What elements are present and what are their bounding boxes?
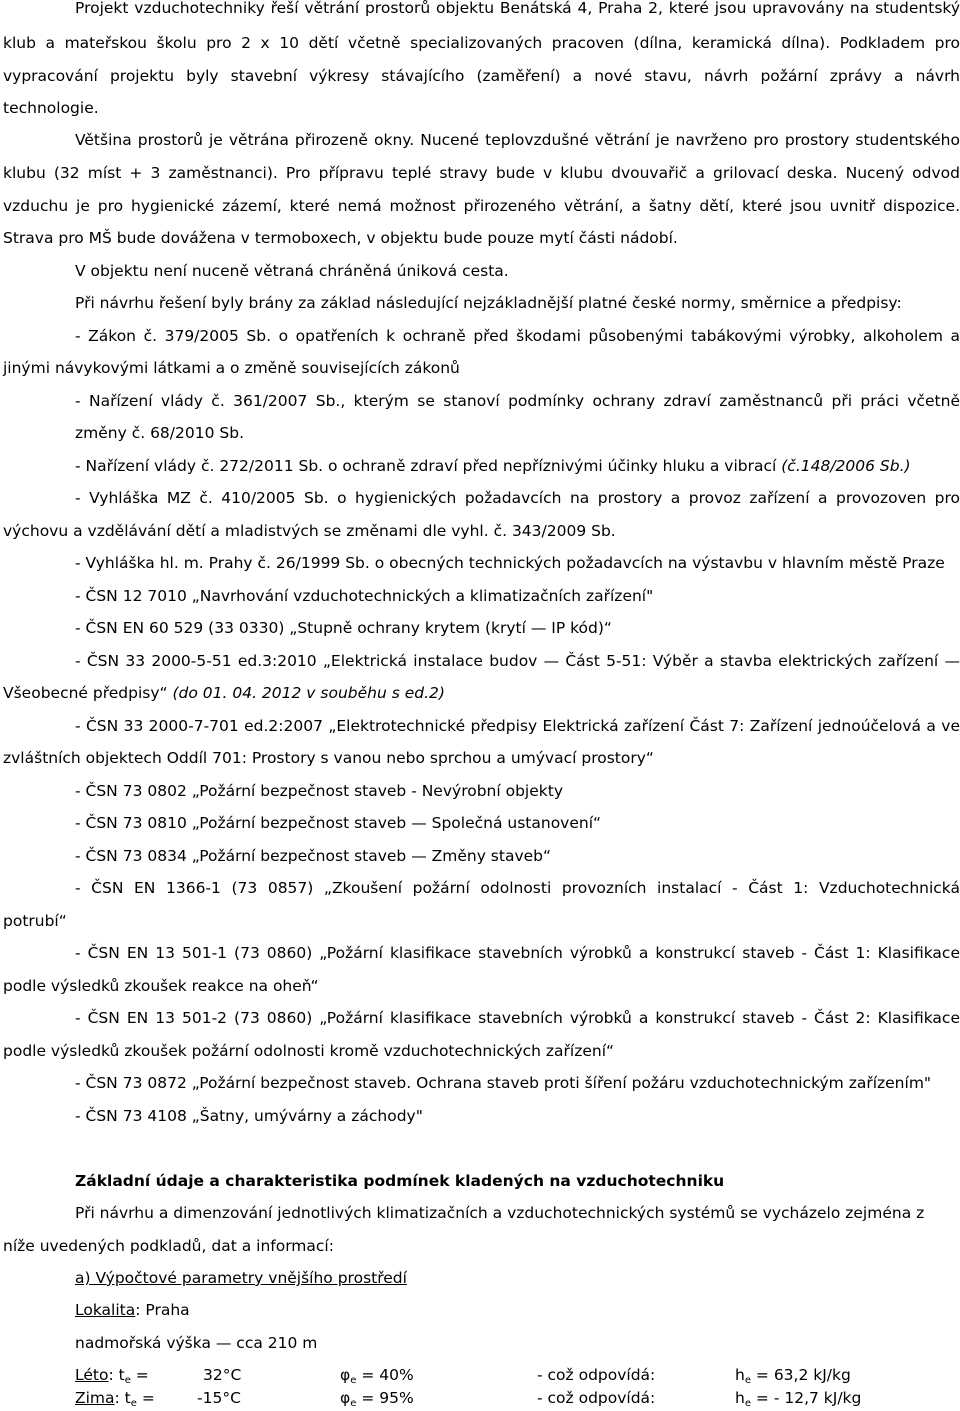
norm-3 (75, 456, 960, 476)
norm-8-italic: (do 01. 04. 2012 v souběhu s ed.2) (172, 684, 445, 702)
norm-8-line-2 (3, 683, 960, 703)
norm-1-line-2: jinými návykovými látkami a o změně souvisejících zákonů (3, 359, 460, 377)
section-heading: Základní údaje a charakteristika podmínek kladených na vzduchotechniku (75, 1172, 725, 1190)
norm-10: - ČSN 73 0802 „Požární bezpečnost staveb - Nevýrobní objekty (75, 782, 563, 800)
norm-3-text: - Nařízení vlády č. 272/2011 Sb. o ochraně zdraví před nepříznivými účinky hluku a vibrací (75, 457, 782, 475)
location-line (75, 1300, 960, 1320)
h-symbol: h (735, 1366, 745, 1384)
temp-subscript: e (130, 1398, 137, 1409)
temp-symbol: : t (114, 1389, 131, 1407)
phi-subscript: e (350, 1375, 357, 1386)
humidity-value: = 95% (356, 1389, 414, 1407)
norm-11: - ČSN 73 0810 „Požární bezpečnost staveb — Společná ustanovení“ (75, 814, 602, 832)
location-label: Lokalita (75, 1301, 136, 1319)
temp-winter: -15°C (197, 1389, 241, 1407)
equals: = (130, 1366, 149, 1384)
norm-1-line-1: - Zákon č. 379/2005 Sb. o opatřeních k ochraně před škodami působenými tabákovými výrobky, alkoholem a (75, 327, 960, 345)
intro-line-4: technologie. (3, 99, 99, 117)
enthalpy-summer (735, 1365, 851, 1385)
ventilation-line-3: vzduchu je pro hygienické zázemí, které nemá možnost přirozeného větrání, a šatny dětí, které jsou uvnitř dispozice. (3, 197, 960, 215)
norm-3-italic: (č.148/2006 Sb.) (781, 457, 911, 475)
season-label: Zima (75, 1389, 115, 1407)
norm-5: - Vyhláška hl. m. Prahy č. 26/1999 Sb. o obecných technických požadavcích na výstavbu v hlavním městě Praze (75, 554, 945, 572)
temp-summer: 32°C (203, 1366, 242, 1384)
intro-line-2: klub a mateřskou školu pro 2 x 10 dětí včetně specializovaných pracoven (dílna, keramická dílna). Podkladem pro (3, 34, 960, 52)
norm-8-line-1: - ČSN 33 2000-5-51 ed.3:2010 „Elektrická instalace budov — Část 5-51: Výběr a stavba elektrických zařízení — (75, 652, 960, 670)
norm-16: - ČSN 73 0872 „Požární bezpečnost staveb. Ochrana staveb proti šíření požáru vzduchotechnickým zařízením" (75, 1074, 932, 1092)
corresponds-summer: - což odpovídá: (537, 1366, 656, 1384)
ventilation-line-6: Při návrhu řešení byly brány za základ následující nejzákladnější platné české normy, směrnice a předpisy: (75, 294, 902, 312)
location-value: : Praha (135, 1301, 190, 1319)
enthalpy-value: = - 12,7 kJ/kg (750, 1389, 862, 1407)
norm-13-line-2: potrubí“ (3, 912, 67, 930)
ventilation-line-4: Strava pro MŠ bude dovážena v termoboxech, v objektu bude pouze mytí části nádobí. (3, 229, 678, 247)
season-label: Léto (75, 1366, 109, 1384)
norm-2-line-2: změny č. 68/2010 Sb. (75, 424, 244, 442)
phi-symbol: φ (340, 1389, 351, 1407)
norm-4-line-2: výchovu a vzdělávání dětí a mladistvých se změnami dle vyhl. č. 343/2009 Sb. (3, 522, 616, 540)
humidity-value: = 40% (356, 1366, 414, 1384)
basics-line-1: Při návrhu a dimenzování jednotlivých klimatizačních a vzduchotechnických systémů se vycházelo zejména z (75, 1204, 925, 1222)
h-subscript: e (744, 1398, 751, 1409)
enthalpy-winter (735, 1388, 861, 1408)
humidity-summer (340, 1365, 414, 1385)
ventilation-line-2: klubu (32 míst + 3 zaměstnanci). Pro přípravu teplé stravy bude v klubu dvouvařič a grilovací deska. Nucený odvod (3, 164, 960, 182)
enthalpy-value: = 63,2 kJ/kg (750, 1366, 851, 1384)
norm-17: - ČSN 73 4108 „Šatny, umývárny a záchody" (75, 1107, 423, 1125)
phi-symbol: φ (340, 1366, 351, 1384)
norm-14-line-2: podle výsledků zkoušek reakce na oheň“ (3, 977, 319, 995)
norm-9-line-1: - ČSN 33 2000-7-701 ed.2:2007 „Elektrotechnické předpisy Elektrická zařízení Část 7: Zařízení jednoúčelová a ve (75, 717, 960, 735)
intro-line-1: Projekt vzduchotechniky řeší větrání prostorů objektu Benátská 4, Praha 2, které jsou upravovány na studentský (75, 0, 960, 17)
altitude-line: nadmořská výška — cca 210 m (75, 1334, 318, 1352)
temp-subscript: e (124, 1375, 131, 1386)
corresponds-winter: - což odpovídá: (537, 1389, 656, 1407)
norm-13-line-1: - ČSN EN 1366-1 (73 0857) „Zkoušení požární odolnosti provozních instalací - Část 1: Vzduchotechnická (75, 879, 960, 897)
norm-14-line-1: - ČSN EN 13 501-1 (73 0860) „Požární klasifikace stavebních výrobků a konstrukcí staveb - Část 1: Klasifikace (75, 944, 960, 962)
intro-line-3: vypracování projektu byly stavební výkresy stávajícího (zaměření) a nové stavu, návrh požární zprávy a návrh (3, 67, 960, 85)
subheading-a (75, 1268, 960, 1288)
norm-15-line-1: - ČSN EN 13 501-2 (73 0860) „Požární klasifikace stavebních výrobků a konstrukcí staveb - Část 2: Klasifikace (75, 1009, 960, 1027)
phi-subscript: e (350, 1398, 357, 1409)
norm-4-line-1: - Vyhláška MZ č. 410/2005 Sb. o hygienických požadavcích na prostory a provoz zařízení a provozoven pro (75, 489, 960, 507)
basics-line-2: níže uvedených podkladů, dat a informací: (3, 1237, 334, 1255)
temp-symbol: : t (108, 1366, 125, 1384)
h-symbol: h (735, 1389, 745, 1407)
norm-7: - ČSN EN 60 529 (33 0330) „Stupně ochrany krytem (krytí — IP kód)“ (75, 619, 612, 637)
subheading-a-text: a) Výpočtové parametry vnějšího prostředí (75, 1269, 407, 1287)
norm-12: - ČSN 73 0834 „Požární bezpečnost staveb — Změny staveb“ (75, 847, 552, 865)
season-winter (75, 1388, 155, 1408)
season-summer (75, 1365, 149, 1385)
ventilation-line-1: Většina prostorů je větrána přirozeně okny. Nucené teplovzdušné větrání je navrženo pro prostory studentského (75, 131, 960, 149)
norm-9-line-2: zvláštních objektech Oddíl 701: Prostory s vanou nebo sprchou a umývací prostory“ (3, 749, 654, 767)
norm-6: - ČSN 12 7010 „Navrhování vzduchotechnických a klimatizačních zařízení" (75, 587, 654, 605)
h-subscript: e (744, 1375, 751, 1386)
ventilation-line-5: V objektu není nuceně větraná chráněná úniková cesta. (75, 262, 509, 280)
humidity-winter (340, 1388, 414, 1408)
norm-2-line-1: - Nařízení vlády č. 361/2007 Sb., kterým se stanoví podmínky ochrany zdraví zaměstnanců při práci včetně (75, 392, 960, 410)
norm-8-text: Všeobecné předpisy“ (3, 684, 173, 702)
norm-15-line-2: podle výsledků zkoušek požární odolnosti kromě vzduchotechnických zařízení“ (3, 1042, 615, 1060)
equals: = (136, 1389, 155, 1407)
